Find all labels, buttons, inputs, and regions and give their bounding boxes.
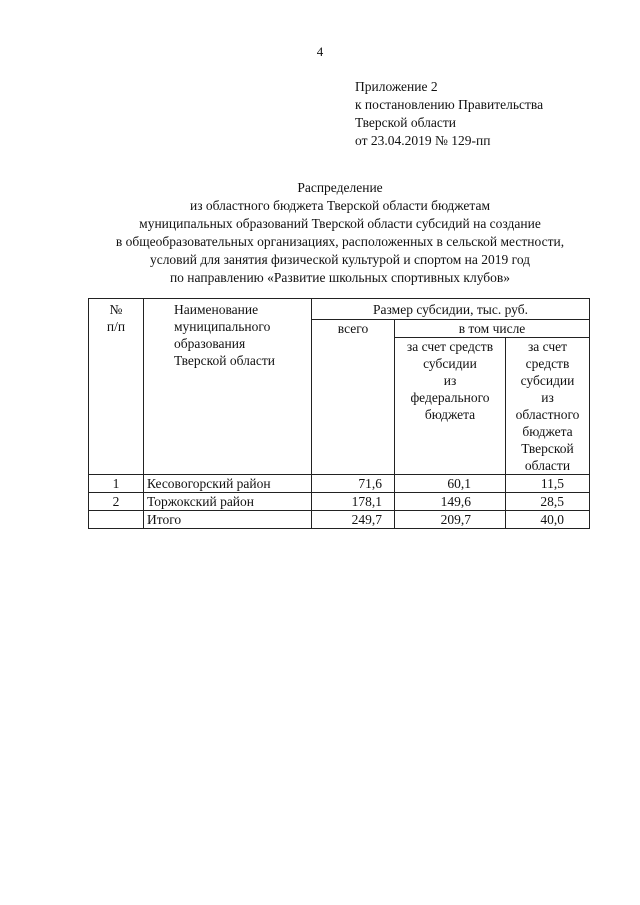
row-regional: 11,5 <box>506 475 590 493</box>
header-including: в том числе <box>395 320 590 338</box>
title-line: по направлению «Развитие школьных спортивных клубов» <box>169 270 511 285</box>
page-number: 4 <box>316 44 324 59</box>
header-number: № п/п <box>89 299 144 475</box>
title-line: из областного бюджета Тверской области бюджетам <box>189 198 491 213</box>
row-number: 2 <box>89 493 144 511</box>
title-line: Распределение <box>297 180 383 195</box>
total-regional: 40,0 <box>506 511 590 529</box>
appendix-line: к постановлению Правительства <box>355 97 544 112</box>
appendix-block <box>355 78 543 150</box>
table-row <box>89 493 590 511</box>
total-number-empty <box>89 511 144 529</box>
document-title <box>40 179 640 287</box>
row-municipality: Кесовогорский район <box>144 475 312 493</box>
appendix-line: от 23.04.2019 № 129-пп <box>355 133 491 148</box>
title-line: в общеобразовательных организациях, расположенных в сельской местности, <box>115 234 565 249</box>
row-municipality: Торжокский район <box>144 493 312 511</box>
row-number: 1 <box>89 475 144 493</box>
row-regional: 28,5 <box>506 493 590 511</box>
header-municipality: Наименование муниципального образования Тверской области <box>144 299 312 475</box>
table-row <box>89 475 590 493</box>
total-label: Итого <box>144 511 312 529</box>
total-sum: 249,7 <box>312 511 395 529</box>
appendix-line: Тверской области <box>355 115 456 130</box>
row-federal: 60,1 <box>395 475 506 493</box>
title-line: условий для занятия физической культурой и спортом на 2019 год <box>149 252 531 267</box>
header-regional: за счет средств субсидии из областного бюджета Тверской области <box>506 338 590 475</box>
table-total-row <box>89 511 590 529</box>
header-federal: за счет средств субсидии из федерального бюджета <box>395 338 506 475</box>
row-total: 178,1 <box>312 493 395 511</box>
table-header-row <box>89 299 590 320</box>
header-total: всего <box>312 320 395 475</box>
distribution-table <box>88 298 590 529</box>
row-total: 71,6 <box>312 475 395 493</box>
total-federal: 209,7 <box>395 511 506 529</box>
appendix-line: Приложение 2 <box>355 79 438 94</box>
header-subsidy-size: Размер субсидии, тыс. руб. <box>312 299 590 320</box>
row-federal: 149,6 <box>395 493 506 511</box>
title-line: муниципальных образований Тверской области субсидий на создание <box>139 216 541 231</box>
